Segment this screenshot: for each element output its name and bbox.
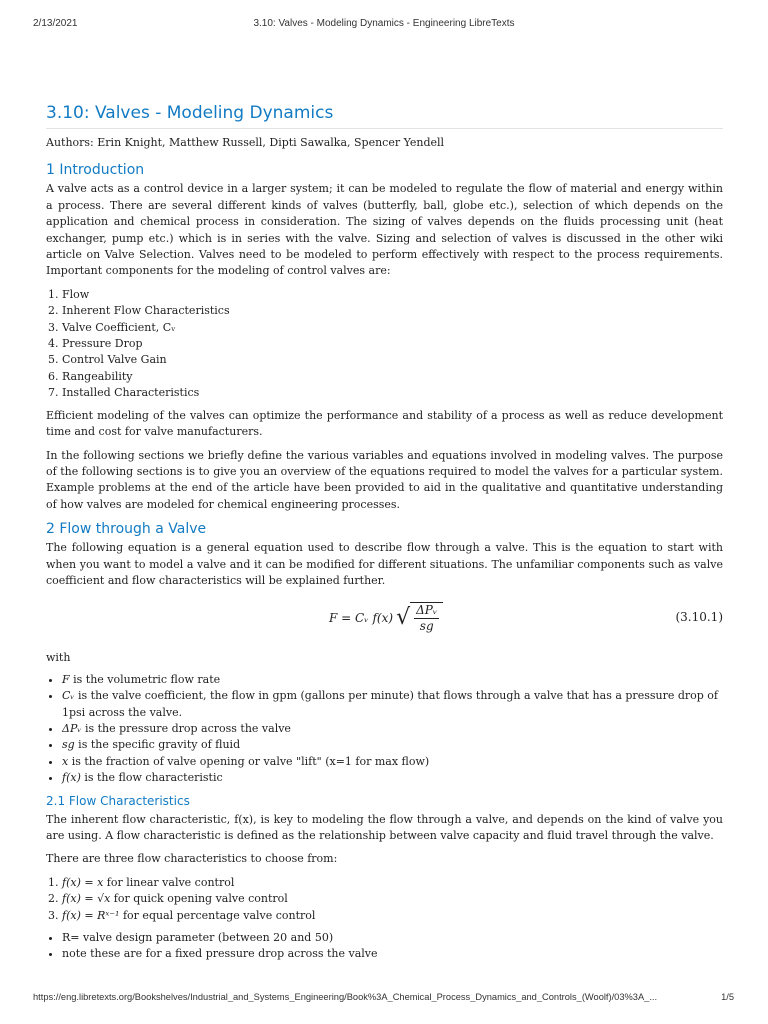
sqrt-symbol: √ $\frac{\text{ΔPᵥ}}{sg}$ — [393, 602, 443, 634]
print-date: 2/13/2021 — [33, 18, 78, 29]
list-item: • F is the volumetric flow rate — [62, 672, 723, 688]
intro-paragraph-2: Efficient modeling of the valves can optimize the performance and stability of a process as well as reduce development time and cost for valve manufacturers. — [46, 408, 723, 439]
list-item: 6. Rangeability — [62, 369, 723, 385]
with-label: with — [46, 651, 71, 665]
list-item: 2. f(x) = √x for quick opening valve control — [62, 891, 723, 907]
list-item: • sg is the specific gravity of fluid — [62, 737, 723, 753]
list-item: • R= valve design parameter (between 20 and 50) — [62, 930, 723, 946]
section-heading-flow: 2 Flow through a Valve — [46, 521, 207, 538]
flow-equation — [46, 596, 723, 640]
print-footer — [0, 992, 768, 1008]
list-item: 4. Pressure Drop — [62, 336, 723, 352]
list-item: • ΔPᵥ is the pressure drop across the valve — [62, 721, 723, 737]
intro-paragraph-1: A valve acts as a control device in a larger system; it can be modeled to regulate the flow of material and energy within a process. There are several different kinds of valves (butterfly, ball, globe etc.), selection of which depends on the application and chemical process in consideration. The sizing of valves depends on the fluids processing unit (heat exchanger, pump etc.) which is in series with the valve. Sizing and selection of valves is discussed in the other wiki article on Valve Selection. Valves need to be modeled to perform effectively with respect to the process requirements. Important components for the modeling of control valves are: — [46, 182, 723, 278]
list-item: 3. f(x) = Rˣ⁻¹ for equal percentage valve control — [62, 908, 723, 924]
section-heading-introduction: 1 Introduction — [46, 162, 145, 179]
list-item: 7. Installed Characteristics — [62, 385, 723, 401]
flowchar-paragraph-2: There are three flow characteristics to choose from: — [46, 852, 338, 866]
print-url: https://eng.libretexts.org/Bookshelves/Industrial_and_Systems_Engineering/Book%3A_Chemical_Process_Dynamics_and_Controls_(Woolf)/03%3A_... — [33, 992, 658, 1002]
equation-lhs: F = Cᵥ f(x) — [329, 611, 394, 626]
page-title: 3.10: Valves - Modeling Dynamics — [46, 102, 723, 129]
equation-fraction — [410, 602, 443, 634]
equation-numerator: ΔPᵥ — [416, 603, 438, 618]
intro-paragraph-3: In the following sections we briefly define the various variables and equations involved in modeling valves. The purpose of the following sections is to give you an overview of the equations required to model the valves for a particular system. Example problems at the end of the article have been provided to aid in the qualitative and quantitative understanding of how valves are modeled for chemical engineering processes. — [46, 448, 723, 511]
notes-list — [46, 930, 723, 963]
authors-line: Authors: Erin Knight, Matthew Russell, Dipti Sawalka, Spencer Yendell — [46, 136, 445, 149]
list-item: 1. Flow — [62, 287, 723, 303]
list-item: 1. f(x) = x for linear valve control — [62, 875, 723, 891]
article-content — [46, 102, 723, 969]
equation-denominator: sg — [419, 619, 434, 634]
list-item: 2. Inherent Flow Characteristics — [62, 303, 723, 319]
equation-number: (3.10.1) — [675, 610, 723, 625]
list-item: • note these are for a fixed pressure drop across the valve — [62, 946, 723, 962]
list-item: • f(x) is the flow characteristic — [62, 770, 723, 786]
page-number: 1/5 — [721, 992, 734, 1002]
flowchar-paragraph-1: The inherent flow characteristic, f(x), is key to modeling the flow through a valve, and depends on the kind of valve you are using. A flow characteristic is defined as the relationship between valve capacity and fluid travel through the valve. — [46, 812, 723, 842]
print-header — [0, 18, 768, 34]
equation-formula — [329, 596, 443, 640]
list-item: 3. Valve Coefficient, Cᵥ — [62, 320, 723, 336]
list-item: • Cᵥ is the valve coefficient, the flow in gpm (gallons per minute) that flows through a valve that has a pressure drop of 1psi across the valve. — [62, 688, 723, 721]
subsection-heading-flow-characteristics: 2.1 Flow Characteristics — [46, 793, 190, 808]
print-tab-title: 3.10: Valves - Modeling Dynamics - Engineering LibreTexts — [253, 18, 515, 29]
components-list — [46, 287, 723, 402]
list-item: 5. Control Valve Gain — [62, 352, 723, 368]
flow-characteristics-list — [46, 875, 723, 924]
flow-paragraph-1: The following equation is a general equation used to describe flow through a valve. This is the equation to start with when you want to model a valve and it can be modified for different situations. The unfamiliar components such as valve coefficient and flow characteristics will be explained further. — [46, 541, 723, 587]
definitions-list — [46, 672, 723, 787]
list-item: • x is the fraction of valve opening or valve "lift" (x=1 for max flow) — [62, 754, 723, 770]
